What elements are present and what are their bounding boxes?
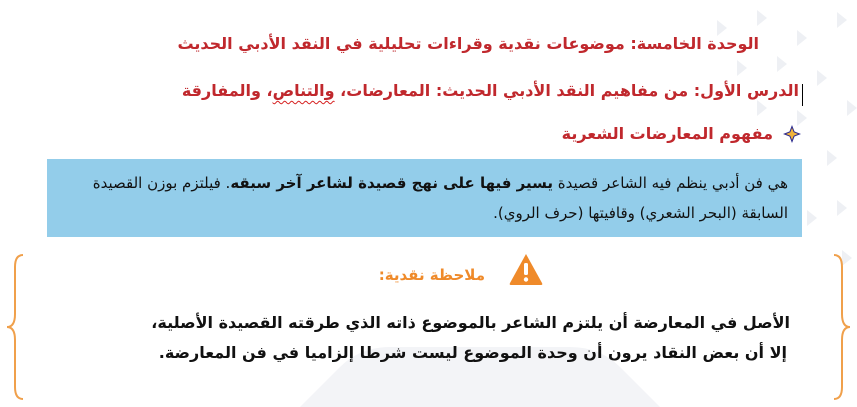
curly-brace-right-icon <box>831 252 853 402</box>
definition-text-end: . فيلتزم بوزن القصيدة السابقة (البحر الشعري) وقافيتها (حرف الروي). <box>92 174 788 222</box>
definition-box <box>47 159 802 237</box>
definition-bold-text: يسير فيها على نهج قصيدة لشاعر آخر سبقه <box>230 174 554 192</box>
note-label: ملاحظة نقدية: <box>378 266 485 284</box>
text-cursor <box>802 84 803 106</box>
lesson-title-spellcheck-word: والتناص <box>272 81 335 100</box>
concept-heading: مفهوم المعارضات الشعرية <box>561 124 773 143</box>
note-line-2: إلا أن بعض النقاد يرون أن وحدة الموضوع ليست شرطا إلزاميا في فن المعارضة. <box>158 343 787 362</box>
warning-triangle-icon <box>508 252 544 286</box>
lesson-title <box>182 81 801 100</box>
unit-title: الوحدة الخامسة: موضوعات نقدية وقراءات تحليلية في النقد الأدبي الحديث <box>177 34 759 53</box>
lesson-title-text: الدرس الأول: من مفاهيم النقد الأدبي الحديث: المعارضات، <box>334 81 799 100</box>
definition-text: هي فن أدبي ينظم فيه الشاعر قصيدة <box>553 174 788 192</box>
note-line-1: الأصل في المعارضة أن يلتزم الشاعر بالموضوع ذاته الذي طرقته القصيدة الأصلية، <box>151 313 790 332</box>
curly-brace-left-icon <box>4 252 26 402</box>
lesson-title-text-end: ، والمفارقة <box>181 81 273 100</box>
star-bullet-icon <box>782 124 802 144</box>
